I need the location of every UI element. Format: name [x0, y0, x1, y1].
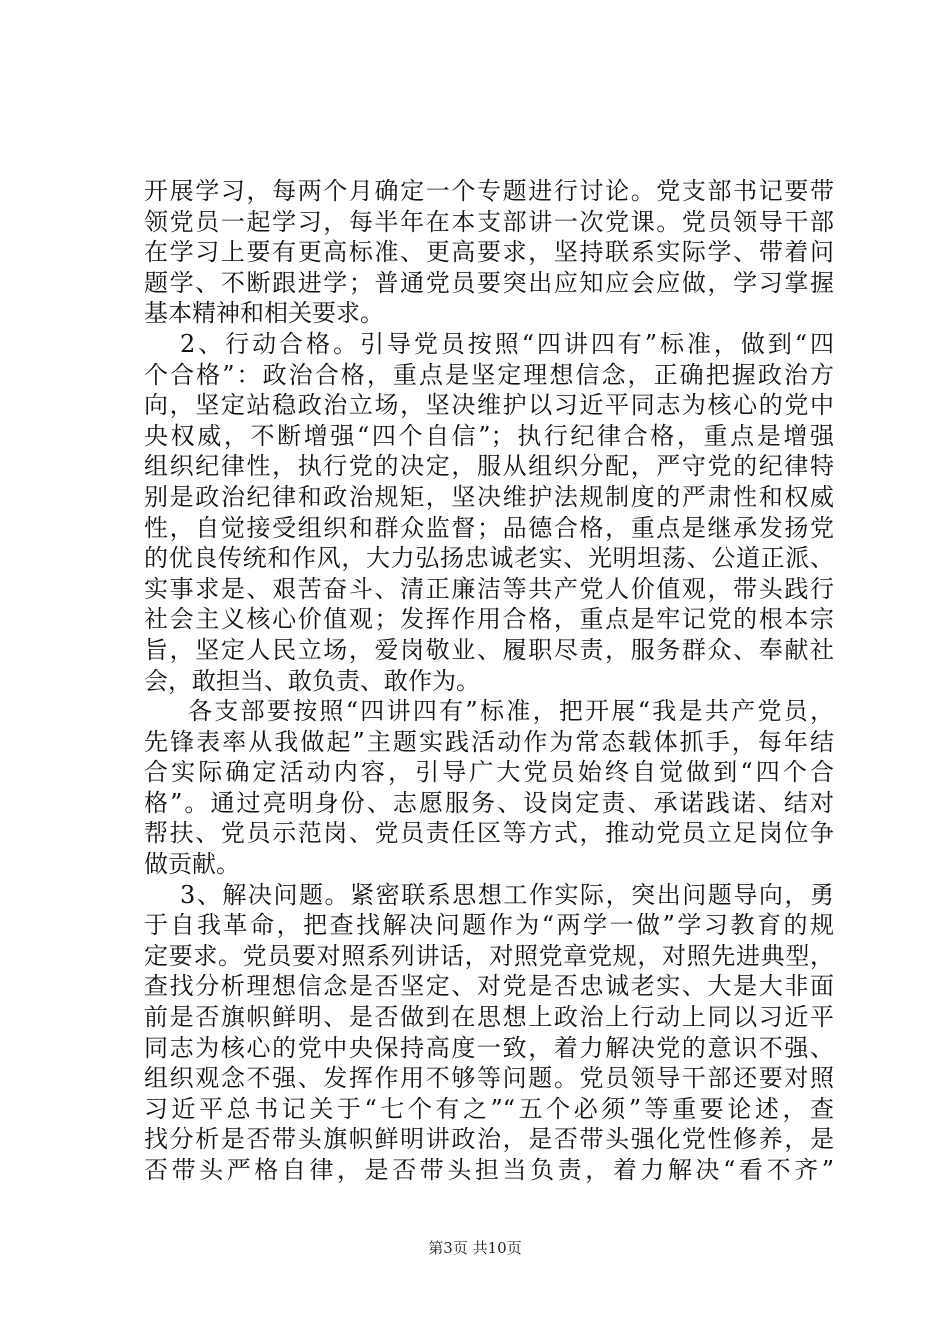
text-line: 题学、不断跟进学；普通党员要突出应知应会应做，学习掌握 — [144, 268, 834, 297]
text-line: 各支部要按照“四讲四有”标准，把开展“我是共产党员， — [188, 697, 834, 726]
text-line: 3、解决问题。紧密联系思想工作实际，突出问题导向，勇 — [180, 880, 834, 909]
text-line: 别是政治纪律和政治规矩，坚决维护法规制度的严肃性和权威 — [144, 482, 834, 511]
text-line: 开展学习，每两个月确定一个专题进行讨论。党支部书记要带 — [144, 177, 834, 205]
text-line: 否带头严格自律，是否带头担当负责，着力解决“看不齐” — [144, 1156, 834, 1184]
text-line: 格”。通过亮明身份、志愿服务、设岗定责、承诺践诺、结对 — [144, 788, 834, 817]
text-line: 2、行动合格。引导党员按照“四讲四有”标准，做到“四 — [180, 329, 834, 358]
text-line: 央权威，不断增强“四个自信”；执行纪律合格，重点是增强 — [144, 421, 834, 450]
text-line: 于自我革命，把查找解决问题作为“两学一做”学习教育的规 — [144, 911, 834, 940]
text-line: 基本精神和相关要求。 — [144, 299, 384, 328]
text-line: 先锋表率从我做起”主题实践活动作为常态载体抓手，每年结 — [144, 727, 834, 756]
text-line: 定要求。党员要对照系列讲话，对照党章党规，对照先进典型， — [144, 941, 834, 970]
document-body — [144, 176, 834, 1186]
text-line: 查找分析理想信念是否坚定、对党是否忠诚老实、大是大非面 — [144, 972, 834, 1001]
page-number-footer: 第3页 共10页 — [428, 1239, 522, 1257]
text-line: 性，自觉接受组织和群众监督；品德合格，重点是继承发扬党 — [144, 513, 834, 542]
text-line: 会，敢担当、敢负责、敢作为。 — [144, 666, 480, 695]
text-line: 合实际确定活动内容，引导广大党员始终自觉做到“四个合 — [144, 758, 834, 787]
text-line: 前是否旗帜鲜明、是否做到在思想上政治上行动上同以习近平 — [144, 1003, 834, 1032]
text-line: 领党员一起学习，每半年在本支部讲一次党课。党员领导干部 — [144, 207, 834, 236]
text-line: 向，坚定站稳政治立场，坚决维护以习近平同志为核心的党中 — [144, 391, 834, 420]
text-line: 个合格”：政治合格，重点是坚定理想信念，正确把握政治方 — [144, 360, 834, 389]
text-line: 社会主义核心价值观；发挥作用合格，重点是牢记党的根本宗 — [144, 605, 834, 634]
text-line: 同志为核心的党中央保持高度一致，着力解决党的意识不强、 — [144, 1033, 834, 1062]
text-line: 习近平总书记关于“七个有之”“五个必须”等重要论述，查 — [144, 1094, 834, 1123]
text-line: 帮扶、党员示范岗、党员责任区等方式，推动党员立足岗位争 — [144, 819, 834, 848]
text-line: 做贡献。 — [144, 850, 240, 879]
text-line: 实事求是、艰苦奋斗、清正廉洁等共产党人价值观，带头践行 — [144, 574, 834, 603]
text-line: 旨，坚定人民立场，爱岗敬业、履职尽责，服务群众、奉献社 — [144, 635, 834, 664]
text-line: 在学习上要有更高标准、更高要求，坚持联系实际学、带着问 — [144, 238, 834, 267]
text-line: 找分析是否带头旗帜鲜明讲政治，是否带头强化党性修养，是 — [144, 1125, 834, 1154]
text-line: 的优良传统和作风，大力弘扬忠诚老实、光明坦荡、公道正派、 — [144, 544, 834, 573]
text-line: 组织观念不强、发挥作用不够等问题。党员领导干部还要对照 — [144, 1064, 834, 1093]
text-line: 组织纪律性，执行党的决定，服从组织分配，严守党的纪律特 — [144, 452, 834, 481]
